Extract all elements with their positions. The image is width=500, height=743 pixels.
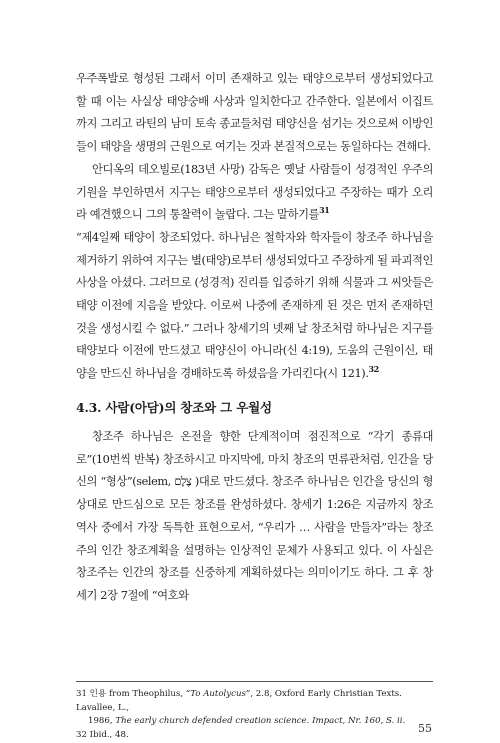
footnote-text-rest: , 2.8, Oxford Early Christian Texts. Lavallee, L., — [76, 689, 402, 713]
footnote-year: 1986, — [88, 716, 116, 726]
footnote-source-title: The early church defended creation science. Impact, Nr. 160, S. ii. — [115, 716, 406, 726]
body-text — [76, 68, 433, 386]
footnote-title: “To Autolycus” — [185, 689, 251, 699]
footnote-31 — [76, 688, 433, 715]
paragraph-3 — [76, 227, 433, 386]
footnote-31-continued — [76, 715, 433, 729]
paragraph-3-text: “제4일째 태양이 창조되었다. 하나님은 철학자와 학자들이 창조주 하나님을 제거하기 위하여 지구는 별(태양)로부터 생성되었다고 주장하게 될 파괴적인 사상을 아셨다. 그러므로 (성경적) 진리를 입증하기 위해 식물과 그 씨앗들은 태양 이전에 지음을 받았다. 이로써 나중에 존재하게 된 것은 먼저 존재하던 것을 생성시킬 수 없다.” 그러나 창세기의 넷째 날 창조처럼 하나님은 지구를 태양보다 이전에 만드셨고 태양신이 아니라(신 4:19), 도움의 근원이신, 태양을 만드신 하나님을 경배하도록 하셨음을 가리킨다(시 121). — [76, 230, 433, 381]
footnote-number: 32 — [76, 729, 87, 740]
footnote-number: 31 — [76, 689, 87, 699]
footnote-divider — [76, 681, 433, 682]
section-body — [76, 426, 433, 608]
page-number: 55 — [418, 722, 432, 735]
footnote-text: Ibid., 48. — [89, 729, 129, 740]
footnotes — [76, 688, 433, 742]
footnote-ref-32[interactable]: 32 — [368, 364, 379, 375]
paragraph-2 — [76, 159, 433, 227]
footnote-32 — [76, 729, 433, 743]
section-heading: 4.3. 사람(아담)의 창조와 그 우월성 — [76, 400, 272, 415]
footnote-ref-31[interactable]: 31 — [319, 205, 330, 216]
paragraph-2-text: 안디옥의 데오빌로(183년 사망) 감독은 옛날 사람들이 성경적인 우주의 기원을 부인하면서 지구는 태양으로부터 생성되었다고 주장하는 때가 오리라 예견했으니 그의 통찰력이 놀랍다. 그는 말하기를 — [76, 162, 433, 222]
paragraph-1: 우주폭발로 형성된 그래서 이미 존재하고 있는 태양으로부터 생성되었다고 할 때 이는 사실상 태양숭배 사상과 일치한다고 간주한다. 일본에서 이집트까지 그리고 라틴의 남미 토속 종교들처럼 태양신을 섬기는 것으로써 이방인들이 태양을 생명의 근원으로 여기는 것과 본질적으로는 동일하다는 견해다. — [76, 72, 433, 154]
footnote-text: 인용 from Theophilus, — [89, 689, 184, 699]
section-paragraph-1: 창조주 하나님은 온전을 향한 단계적이며 점진적으로 “각기 종류대로”(10번씩 반복) 창조하시고 마지막에, 마치 창조의 면류관처럼, 인간을 당신의 “형상”(selem, צֶלֶם )대로 만드셨다. 창조주 하나님은 인간을 당신의 형상대로 만드심으로 모든 창조를 완성하셨다. 창세기 1:26은 지금까지 창조역사 중에서 가장 독특한 표현으로서, “우리가 … 사람을 만들자”라는 창조주의 인간 창조계획을 설명하는 인상적인 문체가 사용되고 있다. 이 사실은 창조주는 인간의 창조를 신중하게 계획하셨다는 의미이기도 하다. 그 후 창세기 2장 7절에 “여호와 — [76, 430, 433, 602]
